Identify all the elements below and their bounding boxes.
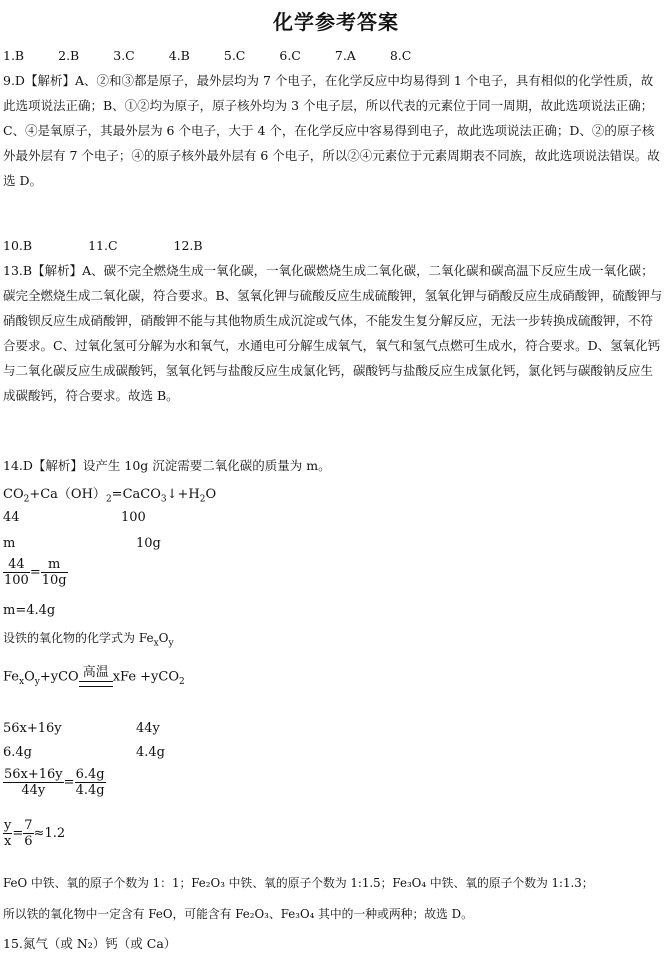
- equation-fexoy-co: $Fe_xO_y+yCO$ 高温 xFe +yCO$_2$: [3, 665, 185, 687]
- equation-co2-caoh2: $CO_2+Ca(OH)_2=CaCO_3↓+H_2O$: [3, 487, 217, 505]
- q9-explanation: 9.D【解析】A、②和③都是原子，最外层均为 7 个电子，在化学反应中均易得到 1 个电子，具有相似的化学性质，故此选项说法正确；B、①②均为原子，原子核外均为 3 个电子层，所以代表的元素位于同一周期，故此选项说法正确；C、④是氧原子，其最外层为 6 个电子，大于 4 个，在化学反应中容易得到电子，故此选项说法正确；D、②的原子核外最外层有 7 个电子；④的原子核外最外层有 6 个电子，所以②④元素位于元素周期表不同族，故此选项说法错误。故选 D。: [3, 73, 660, 188]
- conclusion-line: 所以铁的氧化物中一定含有 FeO，可能含有 Fe₂O₃、Fe₃O₄ 其中的一种或两种；故选 D。: [3, 907, 473, 921]
- m-result: m=4.4g: [3, 603, 56, 618]
- answer-3: 3.C: [113, 48, 135, 63]
- answers-row-2: [3, 238, 259, 253]
- proportion-3: $\frac{y}{x}$ = $\frac{7}{6}$ ≈1.2: [4, 818, 66, 849]
- q15-answer: 15.氮气（或 N₂）钙（或 Ca）: [3, 936, 177, 951]
- answer-4: 4.B: [168, 48, 190, 63]
- answer-11: 11.C: [88, 238, 118, 253]
- answer-12: 12.B: [173, 238, 203, 253]
- answer-1: 1.B: [3, 48, 25, 63]
- answer-7: 7.A: [334, 48, 356, 63]
- page-title: 化学参考答案: [273, 10, 399, 34]
- set-oxide-formula: 设铁的氧化物的化学式为 $Fe_xO_y$: [3, 631, 174, 649]
- mass-row-56x: 56x+16y 44y: [3, 721, 160, 736]
- q13-explanation: 13.B【解析】A、碳不完全燃烧生成一氧化碳，一氧化碳燃烧生成二氧化碳，二氧化碳和碳高温下反应生成一氧化碳；碳完全燃烧生成二氧化碳，符合要求。B、氢氧化钾与硫酸反应生成硫酸钾，氢氧化钾与硝酸反应生成硝酸钾，硫酸钾与硝酸钡反应生成硝酸钾，硝酸钾不能与其他物质生成沉淀或气体，不能发生复分解反应，无法一步转换成硫酸钾，不符合要求。C、过氧化氢可分解为水和氧气，水通电可分解生成氧气，氧气和氢气点燃可生成水，符合要求。D、氢氧化钙与二氧化碳反应生成碳酸钙，氢氧化钙与盐酸反应生成氯化钙，碳酸钙与盐酸反应生成氯化钙，氯化钙与碳酸钠反应生成碳酸钙，符合要求。故选 B。: [3, 263, 663, 403]
- answer-8: 8.C: [389, 48, 412, 63]
- mass-row-m-10g: m 10g: [3, 536, 161, 551]
- proportion-1: $\frac{44}{100}$ = $\frac{m}{10g}$: [4, 557, 67, 588]
- answer-5: 5.C: [223, 48, 246, 63]
- mass-row-64: 6.4g 4.4g: [3, 745, 165, 760]
- answers-row-1: [3, 48, 445, 63]
- proportion-2: $\frac{56x+16y}{44y}$ = $\frac{6.4g}{4.4g}$: [4, 767, 105, 798]
- answer-10: 10.B: [3, 238, 33, 253]
- mass-row-44-100: 44 100: [3, 510, 146, 525]
- answer-2: 2.B: [58, 48, 80, 63]
- answer-6: 6.C: [279, 48, 301, 63]
- atom-ratio-line: FeO 中铁、氧的原子个数为 1：1；Fe₂O₃ 中铁、氧的原子个数为 1:1.5；Fe₃O₄ 中铁、氧的原子个数为 1:1.3；: [3, 876, 594, 890]
- q14-intro: 14.D【解析】设产生 10g 沉淀需要二氧化碳的质量为 m。: [3, 458, 331, 473]
- reaction-condition: 高温: [79, 666, 113, 687]
